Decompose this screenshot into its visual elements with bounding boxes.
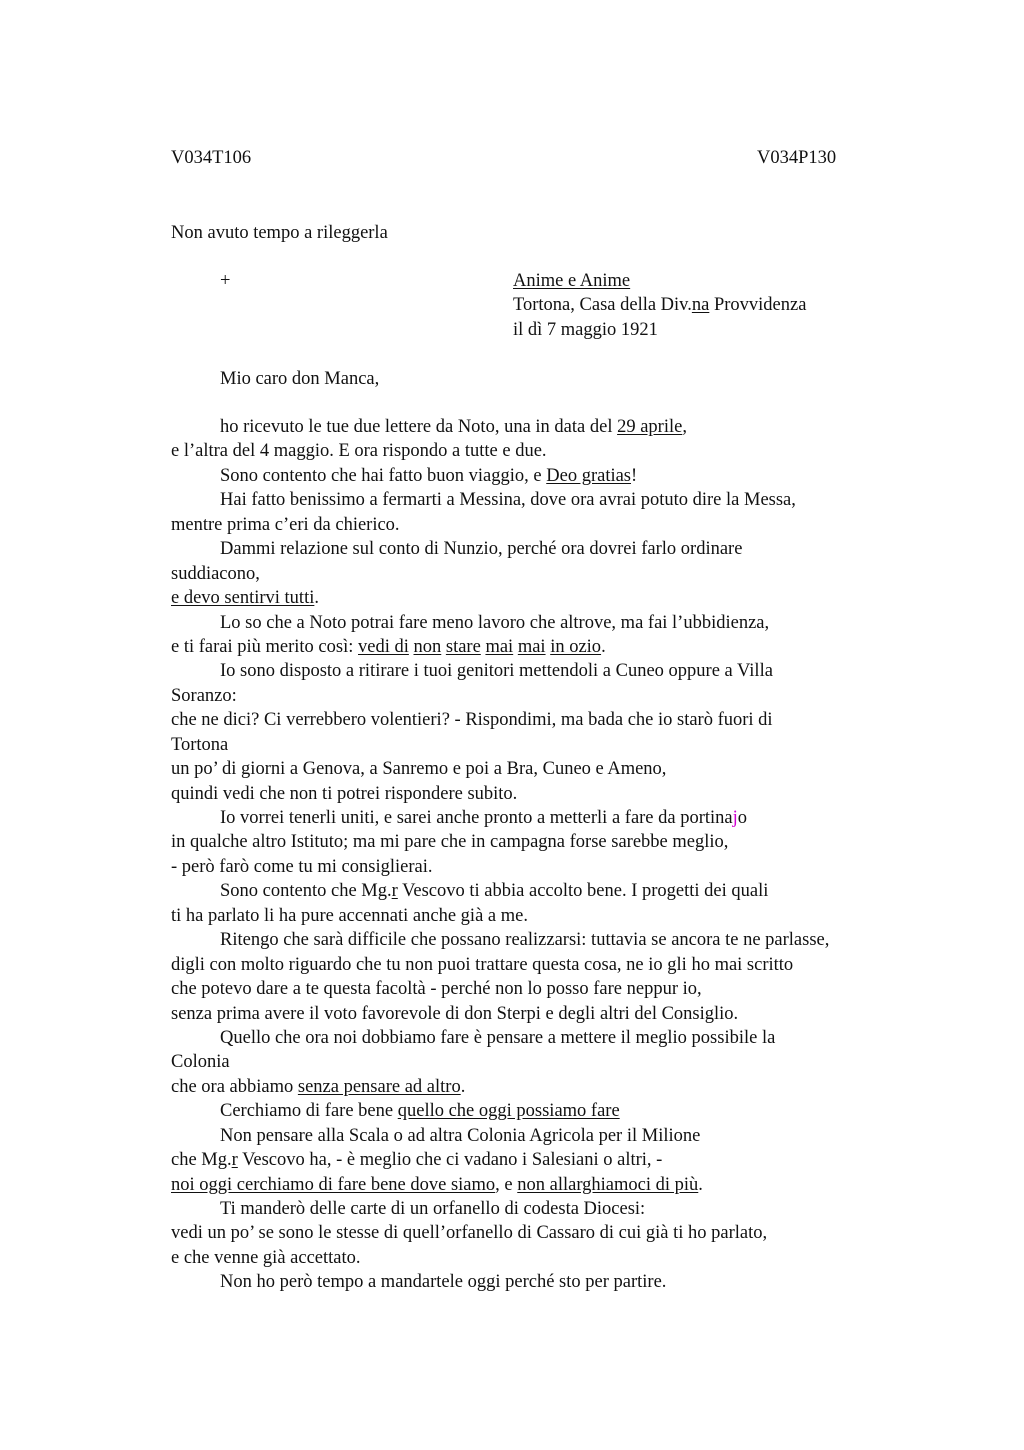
body-line: e ti farai più merito così: vedi di non stare mai mai in ozio. xyxy=(171,636,606,657)
body-line: Lo so che a Noto potrai fare meno lavoro che altrove, ma fai l’ubbidienza, xyxy=(220,612,770,633)
place-line xyxy=(513,293,806,317)
cross-symbol: + xyxy=(220,271,231,291)
body-line: Sono contento che hai fatto buon viaggio, e Deo gratias! xyxy=(220,465,638,486)
body-line: Sono contento che Mg.r Vescovo ti abbia accolto bene. I progetti dei quali xyxy=(220,881,769,902)
body-line: suddiacono, xyxy=(171,563,260,584)
body-line: Ti manderò delle carte di un orfanello di codesta Diocesi: xyxy=(220,1199,646,1219)
letter-body xyxy=(171,415,931,1295)
body-line: ti ha parlato li ha pure accennati anche già a me. xyxy=(171,905,528,926)
body-line: Ritengo che sarà difficile che possano realizzarsi: tuttavia se ancora te ne parlasse, xyxy=(220,930,830,951)
body-line: - però farò come tu mi consiglierai. xyxy=(171,856,433,877)
body-line: Non ho però tempo a mandartele oggi perché sto per partire. xyxy=(220,1272,667,1293)
motto: Anime e Anime xyxy=(513,271,631,291)
body-line: vedi un po’ se sono le stesse di quell’orfanello di Cassaro di cui già ti ho parlato, xyxy=(171,1223,768,1244)
body-line: che Mg.r Vescovo ha, - è meglio che ci vadano i Salesiani o altri, - xyxy=(171,1150,663,1171)
body-line: in qualche altro Istituto; ma mi pare che in campagna forse sarebbe meglio, xyxy=(171,832,729,853)
body-line: Quello che ora noi dobbiamo fare è pensare a mettere il meglio possibile la xyxy=(220,1027,776,1048)
body-line: che ora abbiamo senza pensare ad altro. xyxy=(171,1076,466,1097)
body-line: Io vorrei tenerli uniti, e sarei anche pronto a metterli a fare da portinajo xyxy=(220,808,748,828)
letter-heading xyxy=(513,269,806,342)
body-line: noi oggi cerchiamo di fare bene dove siamo, e non allarghiamoci di più. xyxy=(171,1174,703,1195)
document-code-right: V034P130 xyxy=(757,148,837,168)
body-line: e devo sentirvi tutti. xyxy=(171,588,319,609)
place-text: Tortona, Casa della Div. xyxy=(513,295,692,316)
place-text-end: Provvidenza xyxy=(709,295,807,316)
body-line: Colonia xyxy=(171,1052,230,1073)
body-line: Non pensare alla Scala o ad altra Colonia Agricola per il Milione xyxy=(220,1125,701,1146)
body-line: Hai fatto benissimo a fermarti a Messina, dove ora avrai potuto dire la Messa, xyxy=(220,490,796,511)
document-code-left: V034T106 xyxy=(171,148,252,168)
body-line: quindi vedi che non ti potrei rispondere subito. xyxy=(171,783,518,804)
body-line: Cerchiamo di fare bene quello che oggi possiamo fare xyxy=(220,1101,620,1122)
highlighted-letter: j xyxy=(732,808,738,828)
editor-note: Non avuto tempo a rileggerla xyxy=(171,223,388,243)
body-line: Dammi relazione sul conto di Nunzio, perché ora dovrei farlo ordinare xyxy=(220,539,743,560)
body-line: e che venne già accettato. xyxy=(171,1247,361,1268)
body-line: che potevo dare a te questa facoltà - perché non lo posso fare neppur io, xyxy=(171,979,702,1000)
body-line: senza prima avere il voto favorevole di don Sterpi e degli altri del Consiglio. xyxy=(171,1003,739,1024)
body-line: e l’altra del 4 maggio. E ora rispondo a tutte e due. xyxy=(171,441,547,462)
place-abbr: na xyxy=(691,295,710,316)
body-line: mentre prima c’eri da chierico. xyxy=(171,514,400,535)
body-line: che ne dici? Ci verrebbero volentieri? - Rispondimi, ma bada che io starò fuori di xyxy=(171,710,773,731)
body-line: Tortona xyxy=(171,734,229,755)
letter-date: il dì 7 maggio 1921 xyxy=(513,319,658,340)
salutation: Mio caro don Manca, xyxy=(220,369,380,389)
body-line: digli con molto riguardo che tu non puoi trattare questa cosa, ne io gli ho mai scritto xyxy=(171,954,794,975)
body-line: Io sono disposto a ritirare i tuoi genitori mettendoli a Cuneo oppure a Villa xyxy=(220,661,773,682)
body-line: un po’ di giorni a Genova, a Sanremo e poi a Bra, Cuneo e Ameno, xyxy=(171,759,667,780)
body-line: Soranzo: xyxy=(171,685,237,706)
body-line: ho ricevuto le tue due lettere da Noto, una in data del 29 aprile, xyxy=(220,417,687,437)
